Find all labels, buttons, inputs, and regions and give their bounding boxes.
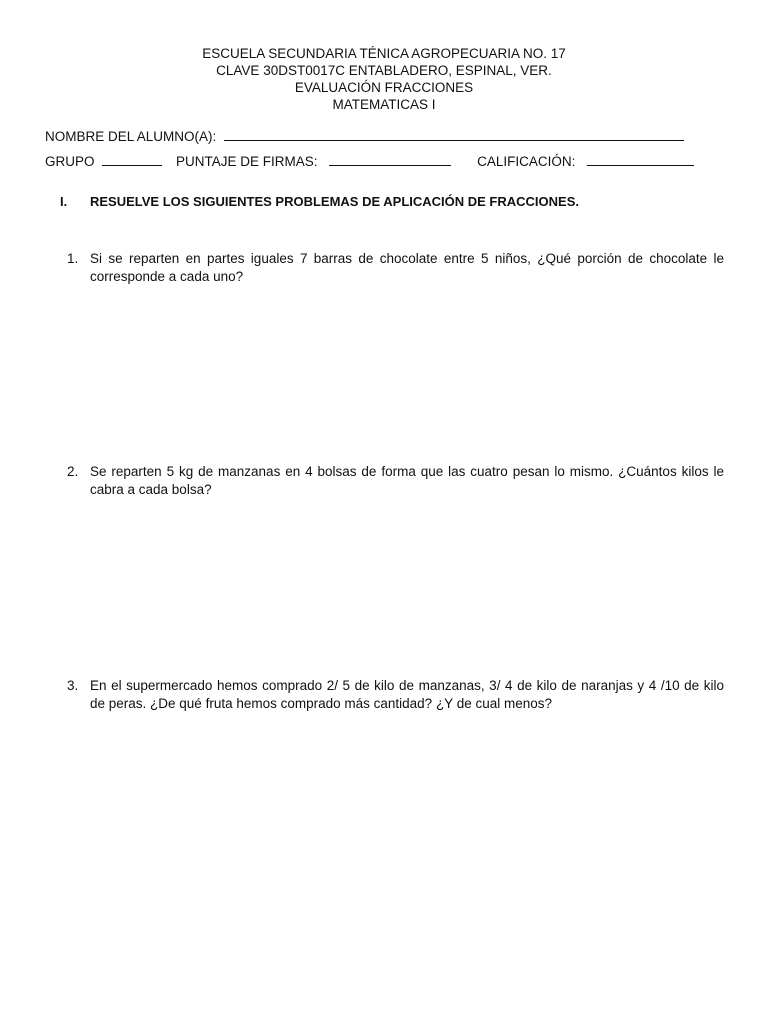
question-number: 2. — [67, 464, 79, 479]
subject-title: MATEMATICAS I — [332, 97, 436, 112]
signatures-label: PUNTAJE DE FIRMAS: — [176, 154, 318, 169]
school-key: CLAVE 30DST0017C ENTABLADERO, ESPINAL, VER. — [216, 63, 552, 78]
question-text: Se reparten 5 kg de manzanas en 4 bolsas de forma que las cuatro pesan lo mismo. ¿Cuántos kilos le cabra a cada bolsa? — [90, 464, 724, 497]
group-blank[interactable] — [102, 153, 162, 166]
section-title: RESUELVE LOS SIGUIENTES PROBLEMAS DE APLICACIÓN DE FRACCIONES. — [90, 194, 579, 209]
school-name: ESCUELA SECUNDARIA TÉNICA AGROPECUARIA NO. 17 — [202, 46, 566, 61]
document-header — [0, 45, 768, 113]
question-text: En el supermercado hemos comprado 2/ 5 de kilo de manzanas, 3/ 4 de kilo de naranjas y 4 /10 de kilo de peras. ¿De qué fruta hemos comprado más cantidad? ¿Y de cual menos? — [90, 678, 724, 711]
question-3 — [67, 677, 724, 713]
grade-blank[interactable] — [587, 153, 694, 166]
group-label: GRUPO — [45, 154, 95, 169]
student-name-label: NOMBRE DEL ALUMNO(A): — [45, 129, 217, 144]
question-2 — [67, 463, 724, 499]
exam-title: EVALUACIÓN FRACCIONES — [294, 80, 474, 95]
question-number: 1. — [67, 251, 79, 266]
student-name-row — [45, 128, 684, 144]
section-number: I. — [60, 194, 68, 209]
question-1 — [67, 250, 724, 286]
signatures-blank[interactable] — [329, 153, 451, 166]
grade-label: CALIFICACIÓN: — [477, 154, 576, 169]
student-name-blank[interactable] — [224, 128, 684, 141]
grade-row — [45, 153, 694, 169]
question-text: Si se reparten en partes iguales 7 barras de chocolate entre 5 niños, ¿Qué porción de chocolate le corresponde a cada uno? — [90, 251, 724, 284]
section-heading — [60, 194, 579, 209]
question-number: 3. — [67, 678, 79, 693]
